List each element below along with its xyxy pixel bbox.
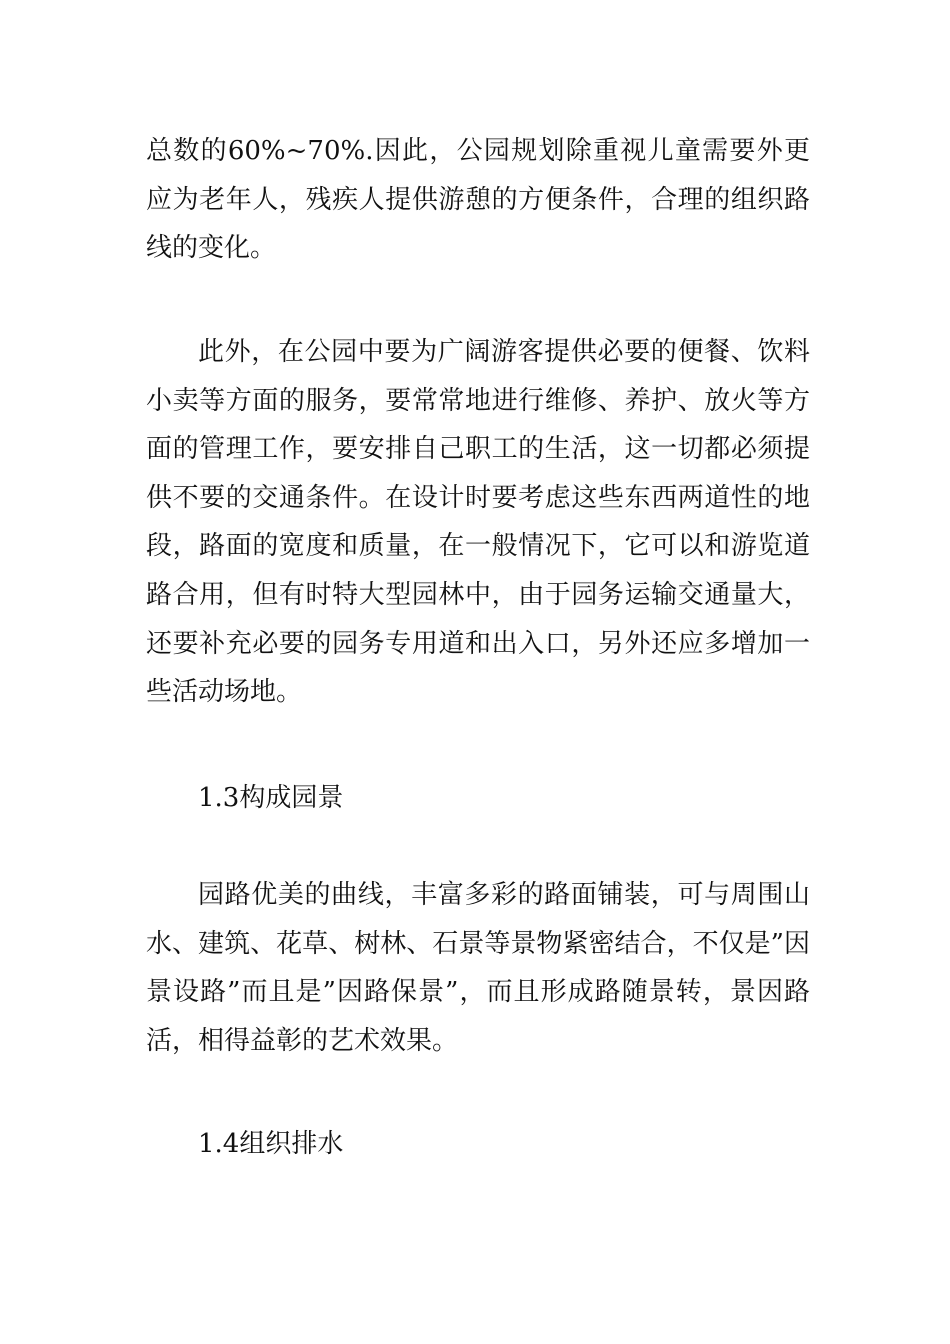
section-heading-1-4: 1.4组织排水 xyxy=(198,1129,344,1159)
paragraph-scenery: 园路优美的曲线，丰富多彩的路面铺装，可与周围山水、建筑、花草、树林、石景等景物紧密结合，不仅是”因景设路”而且是”因路保景”，而且形成路随景转，景因路活，相得益彰的艺术效果。 xyxy=(146,880,810,1056)
section-heading-1-3: 1.3构成园景 xyxy=(198,783,344,813)
paragraph-services: 此外，在公园中要为广阔游客提供必要的便餐、饮料小卖等方面的服务，要常常地进行维修、养护、放火等方面的管理工作，要安排自己职工的生活，这一切都必须提供不要的交通条件。在设计时要考虑这些东西两道性的地段，路面的宽度和质量，在一般情况下，它可以和游览道路合用，但有时特大型园林中，由于园务运输交通量大，还要补充必要的园务专用道和出入口，另外还应多增加一些活动场地。 xyxy=(146,337,810,708)
paragraph-continuation: 总数的60%~70%.因此，公园规划除重视儿童需要外更应为老年人，残疾人提供游憩的方便条件，合理的组织路线的变化。 xyxy=(146,136,810,264)
